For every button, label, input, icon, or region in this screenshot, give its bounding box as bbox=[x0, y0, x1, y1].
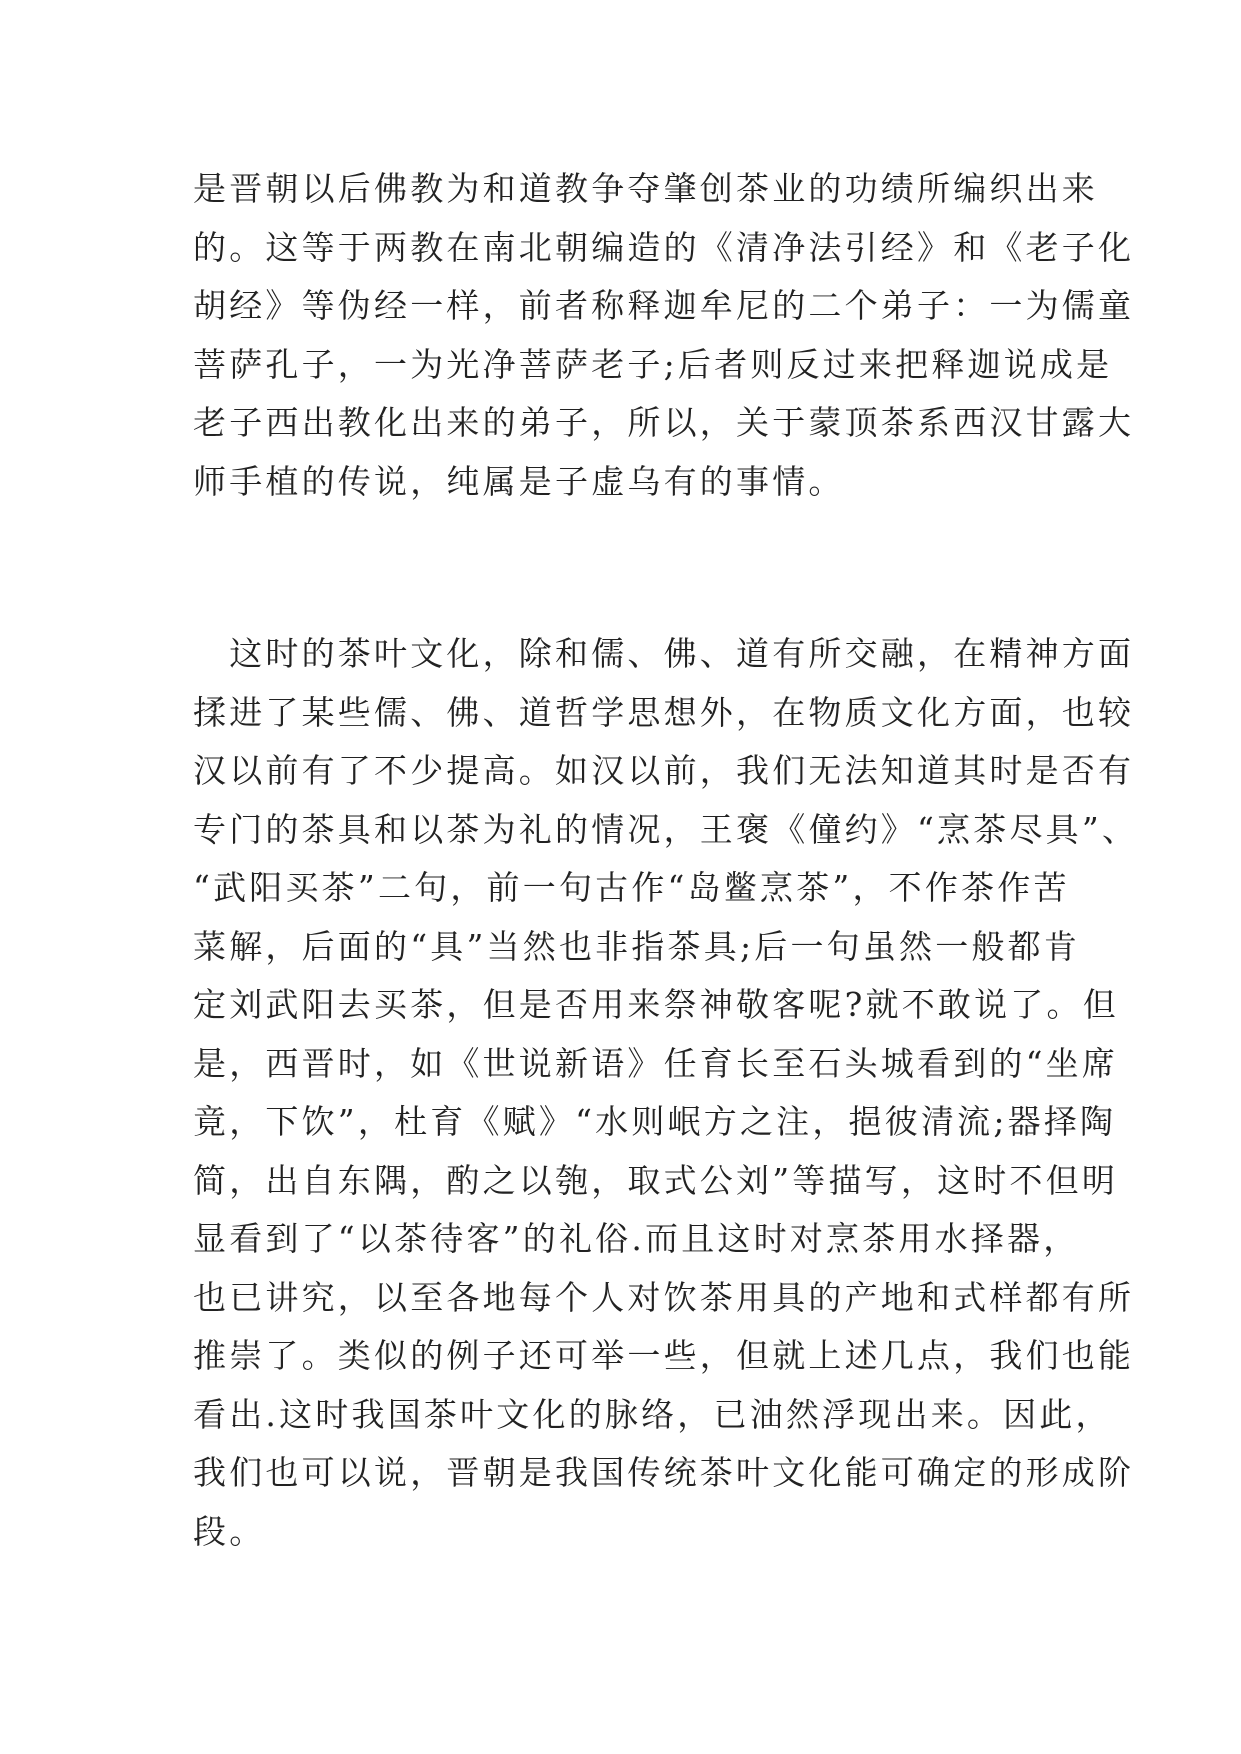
paragraph-1 bbox=[193, 160, 1135, 511]
paragraph-line: 简，出自东隅，酌之以匏，取式公刘”等描写，这时不但明 bbox=[193, 1160, 1119, 1200]
paragraph-line: 是，西晋时，如《世说新语》任育长至石头城看到的“坐席 bbox=[193, 1043, 1119, 1083]
paragraph-line: 是晋朝以后佛教为和道教争夺肇创茶业的功绩所编织出来 bbox=[193, 169, 1098, 208]
paragraph-line: 也已讲究，以至各地每个人对饮茶用具的产地和式样都有所 bbox=[193, 1277, 1135, 1317]
paragraph-2 bbox=[193, 625, 1139, 1561]
paragraph-line: “武阳买茶”二句，前一句古作“岛鳖烹茶”，不作茶作苦 bbox=[193, 868, 1070, 907]
paragraph-line: 菜解，后面的“具”当然也非指茶具;后一句虽然一般都肯 bbox=[193, 926, 1081, 966]
paragraph-line: 段。 bbox=[193, 1511, 266, 1551]
paragraph-line: 的。这等于两教在南北朝编造的《清净法引经》和《老子化 bbox=[193, 227, 1135, 267]
paragraph-line: 看出.这时我国茶叶文化的脉络，已油然浮现出来。因此， bbox=[193, 1394, 1112, 1434]
paragraph-line: 定刘武阳去买茶，但是否用来祭神敬客呢?就不敢说了。但 bbox=[193, 985, 1119, 1024]
paragraph-line: 汉以前有了不少提高。如汉以前，我们无法知道其时是否有 bbox=[193, 751, 1135, 790]
paragraph-line: 我们也可以说，晋朝是我国传统茶叶文化能可确定的形成阶 bbox=[193, 1453, 1135, 1492]
paragraph-line: 老子西出教化出来的弟子，所以，关于蒙顶茶系西汉甘露大 bbox=[193, 403, 1135, 442]
paragraph-line: 师手植的传说，纯属是子虚乌有的事情。 bbox=[193, 461, 845, 501]
paragraph-line: 专门的茶具和以茶为礼的情况，王褒《僮约》“烹茶尽具”、 bbox=[193, 809, 1139, 849]
paragraph-line: 竟，下饮”，杜育《赋》“水则岷方之注，挹彼清流;器择陶 bbox=[193, 1102, 1117, 1141]
paragraph-line: 这时的茶叶文化，除和儒、佛、道有所交融，在精神方面 bbox=[193, 634, 1135, 673]
paragraph-line: 推崇了。类似的例子还可举一些，但就上述几点，我们也能 bbox=[193, 1336, 1135, 1375]
paragraph-line: 菩萨孔子，一为光净菩萨老子;后者则反过来把释迦说成是 bbox=[193, 344, 1113, 384]
paragraph-line: 揉进了某些儒、佛、道哲学思想外，在物质文化方面，也较 bbox=[193, 692, 1135, 732]
paragraph-line: 胡经》等伪经一样，前者称释迦牟尼的二个弟子：一为儒童 bbox=[193, 286, 1135, 325]
paragraph-line: 显看到了“以茶待客”的礼俗.而且这时对烹茶用水择器， bbox=[193, 1219, 1080, 1258]
